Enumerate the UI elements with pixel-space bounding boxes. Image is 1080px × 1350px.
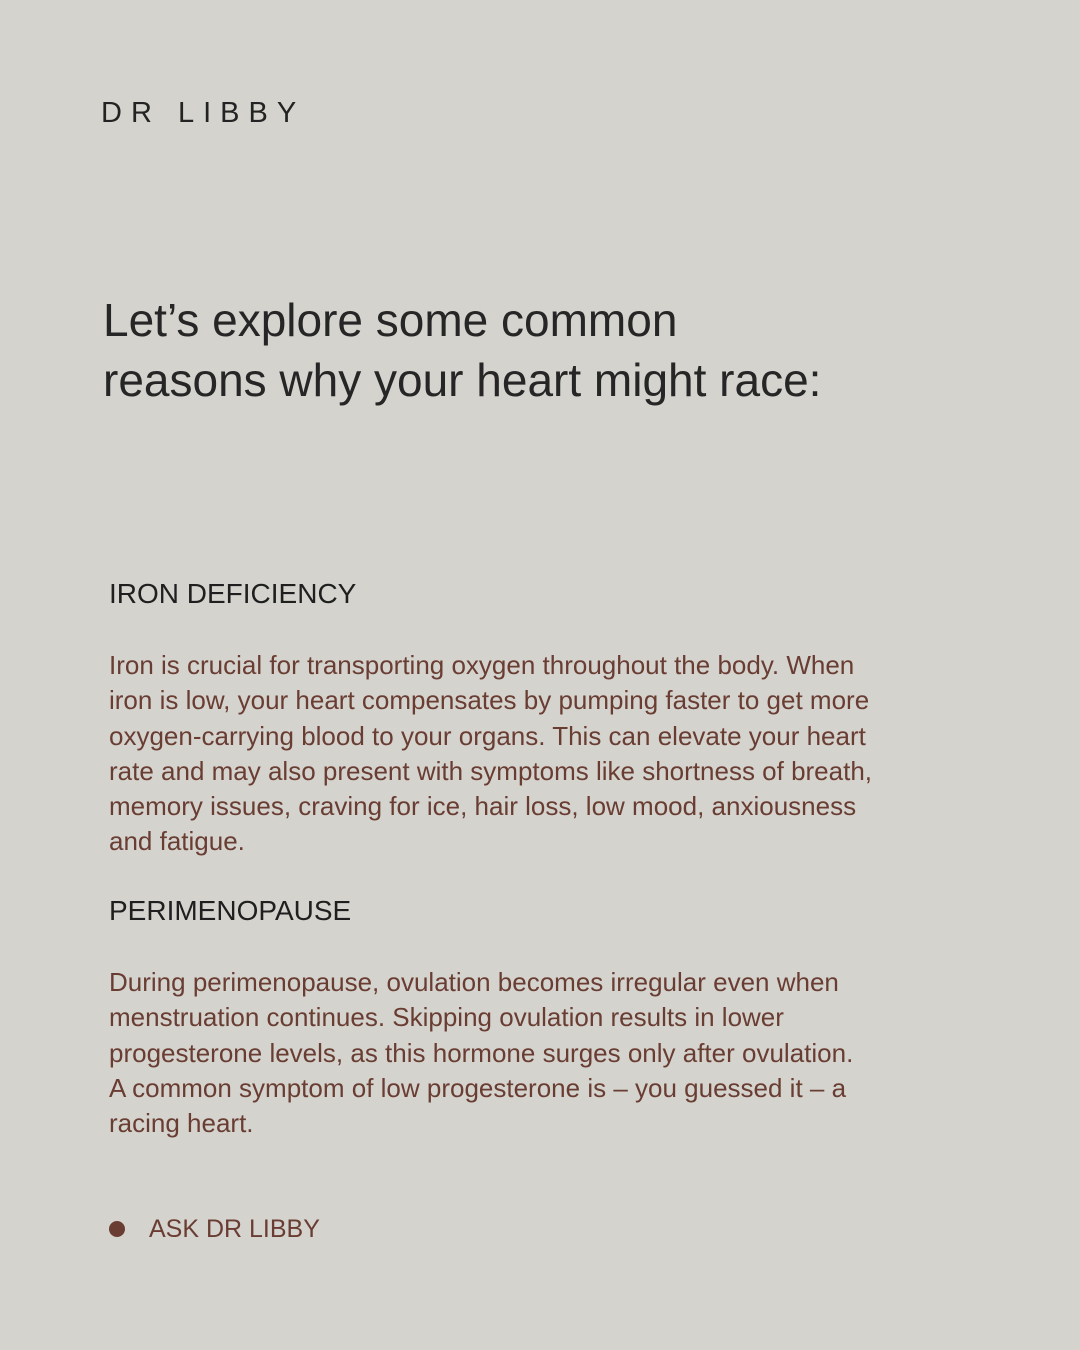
section-title-iron-deficiency: IRON DEFICIENCY xyxy=(109,578,357,609)
body-line: menstruation continues. Skipping ovulation results in lower xyxy=(109,1002,784,1033)
body-line: A common symptom of low progesterone is – you guessed it – a xyxy=(109,1072,847,1103)
body-line: and fatigue. xyxy=(109,826,245,857)
body-line: memory issues, craving for ice, hair loss, low mood, anxiousness xyxy=(109,791,857,822)
body-line: rate and may also present with symptoms like shortness of breath, xyxy=(109,755,873,786)
section-body-iron-deficiency xyxy=(109,648,969,860)
bullet-dot-icon xyxy=(109,1221,125,1237)
section-title-perimenopause: PERIMENOPAUSE xyxy=(109,895,352,926)
brand-logo: DR LIBBY xyxy=(101,97,306,129)
headline-line-2: reasons why your heart might race: xyxy=(103,354,822,406)
footer-ask-dr-libby xyxy=(109,1212,320,1246)
body-line: Iron is crucial for transporting oxygen throughout the body. When xyxy=(109,650,855,680)
body-line: During perimenopause, ovulation becomes irregular even when xyxy=(109,967,839,997)
headline-line-1: Let’s explore some common xyxy=(103,294,678,346)
body-line: oxygen-carrying blood to your organs. This can elevate your heart xyxy=(109,720,866,751)
body-line: progesterone levels, as this hormone surges only after ovulation. xyxy=(109,1037,854,1068)
page-headline xyxy=(103,290,1003,410)
footer-label: ASK DR LIBBY xyxy=(149,1215,320,1243)
section-body-perimenopause xyxy=(109,965,969,1141)
body-line: racing heart. xyxy=(109,1108,254,1139)
body-line: iron is low, your heart compensates by pumping faster to get more xyxy=(109,685,870,716)
